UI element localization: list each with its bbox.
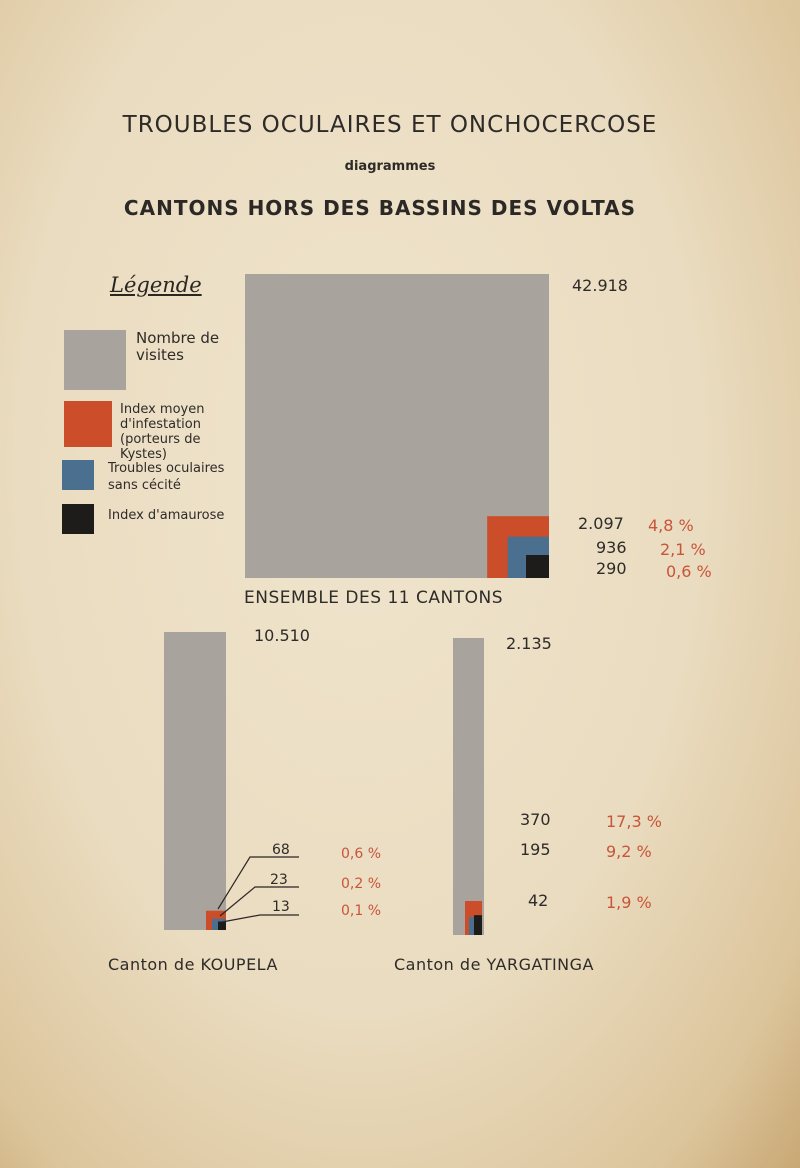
ensemble-amaurose-square	[526, 555, 549, 578]
legend-label-troubles: Troubles oculaires sans cécité	[108, 461, 225, 493]
ensemble-troubles-value: 936	[596, 538, 627, 557]
koupela-amaurose-bar	[218, 922, 226, 930]
ensemble-caption: ENSEMBLE DES 11 CANTONS	[244, 588, 503, 608]
koupela-visits-bar	[164, 632, 226, 930]
legend-label-infestation: Index moyen d'infestation (porteurs de Kystes)	[120, 402, 205, 462]
koupela-visits-value: 10.510	[254, 626, 310, 645]
page-title: TROUBLES OCULAIRES ET ONCHOCERCOSE	[122, 112, 658, 138]
yargatinga-caption: Canton de YARGATINGA	[394, 955, 594, 974]
legend-label-amaurose: Index d'amaurose	[108, 508, 225, 523]
koupela-amaurose-leader	[222, 915, 299, 922]
yargatinga-troubles-pct: 9,2 %	[606, 842, 652, 861]
koupela-caption: Canton de KOUPELA	[108, 955, 278, 974]
yargatinga-infestation-pct: 17,3 %	[606, 812, 662, 831]
yargatinga-amaurose-pct: 1,9 %	[606, 893, 652, 912]
legend-label-visits: Nombre de visites	[136, 329, 220, 364]
yargatinga-amaurose-bar	[474, 915, 482, 935]
ensemble-visits-value: 42.918	[572, 276, 628, 295]
yargatinga-infestation-value: 370	[520, 810, 551, 829]
koupela-infestation-value: 68	[272, 842, 290, 858]
yargatinga-visits-bar	[453, 638, 484, 935]
ensemble-amaurose-value: 290	[596, 559, 627, 578]
page-subtitle: diagrammes	[344, 159, 436, 174]
ensemble-infestation-pct: 4,8 %	[648, 516, 694, 535]
legend-title: Légende	[110, 273, 202, 297]
koupela-amaurose-pct: 0,1 %	[341, 903, 382, 919]
koupela-infestation-pct: 0,6 %	[341, 846, 382, 862]
koupela-amaurose-value: 13	[272, 899, 290, 915]
section-heading: CANTONS HORS DES BASSINS DES VOLTAS	[123, 196, 637, 220]
koupela-troubles-pct: 0,2 %	[341, 876, 382, 892]
ensemble-infestation-value: 2.097	[578, 514, 624, 533]
yargatinga-troubles-value: 195	[520, 840, 551, 859]
ensemble-amaurose-pct: 0,6 %	[666, 562, 712, 581]
koupela-troubles-value: 23	[270, 872, 288, 888]
yargatinga-amaurose-value: 42	[528, 891, 549, 910]
ensemble-troubles-pct: 2,1 %	[660, 540, 706, 559]
yargatinga-visits-value: 2.135	[506, 634, 552, 653]
